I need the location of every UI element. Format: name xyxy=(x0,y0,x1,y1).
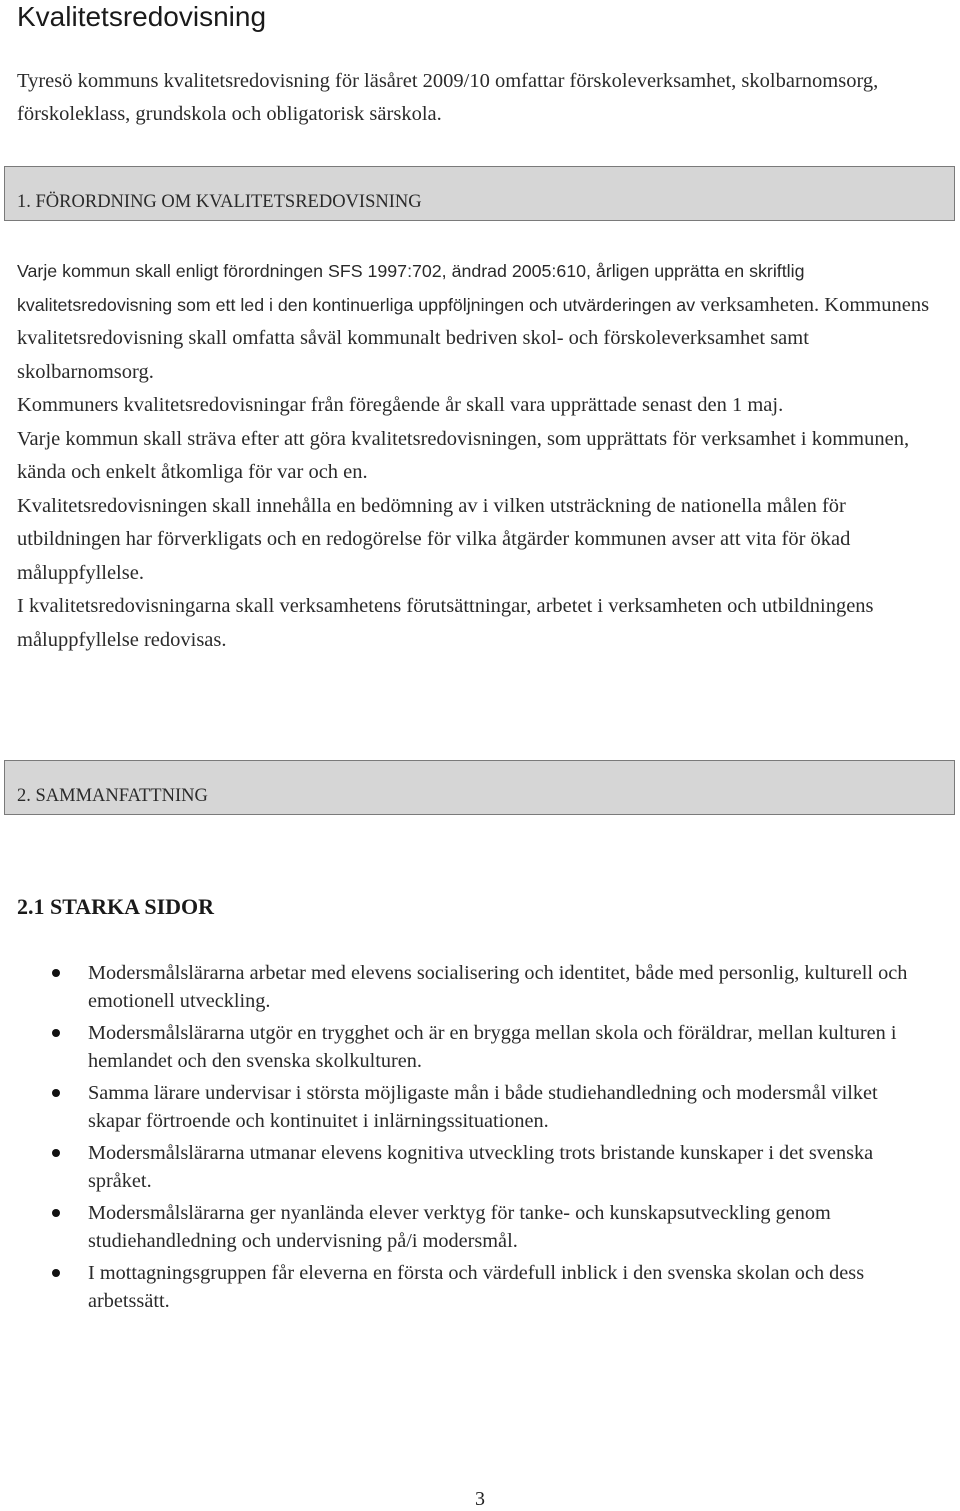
section-1-body xyxy=(17,255,939,657)
bullet-icon xyxy=(52,1029,60,1037)
paragraph-deadline: Kommuners kvalitetsredovisningar från föregående år skall vara upprättade senast den 1 maj. xyxy=(17,394,784,416)
list-item-text: I mottagningsgruppen får eleverna en första och värdefull inblick i den svenska skolan och dess arbetssätt. xyxy=(88,1262,865,1312)
bullet-icon xyxy=(52,1089,60,1097)
list-item-text: Modersmålslärarna utmanar elevens kognitiva utveckling trots bristande kunskaper i det svenska språket. xyxy=(88,1142,874,1192)
subheading-strengths: 2.1 STARKA SIDOR xyxy=(17,894,215,919)
list-item xyxy=(52,1199,932,1255)
paragraph-assessment: Kvalitetsredovisningen skall innehålla en bedömning av i vilken utsträckning de nationella målen för utbildningen har förverkligats och en redogörelse för vilka åtgärder kommunen avser att vita för ökad måluppfyllelse. xyxy=(17,494,851,584)
page-number: 3 xyxy=(475,1488,485,1510)
list-item xyxy=(52,959,932,1015)
paragraph-accessibility: Varje kommun skall sträva efter att göra kvalitetsredovisningen, som upprättats för verksamhet i kommunen, kända och enkelt åtkomliga för var och en. xyxy=(17,427,910,483)
list-item-text: Samma lärare undervisar i största möjligaste mån i både studiehandledning och modersmål vilket skapar förtroende och kontinuitet i inlärningssituationen. xyxy=(88,1082,878,1132)
paragraph-regulation xyxy=(17,255,939,389)
paragraph-reporting: I kvalitetsredovisningarna skall verksamhetens förutsättningar, arbetet i verksamheten och utbildningens måluppfyllelse redovisas. xyxy=(17,595,874,651)
list-item xyxy=(52,1139,932,1195)
list-item-text: Modersmålslärarna utgör en trygghet och är en brygga mellan skola och föräldrar, mellan kulturen i hemlandet och den svenska skolkulturen. xyxy=(88,1022,897,1072)
section-1-heading-box xyxy=(4,166,955,221)
list-item-text: Modersmålslärarna arbetar med elevens socialisering och identitet, både med personlig, kulturell och emotionell utveckling. xyxy=(88,962,908,1012)
intro-paragraph: Tyresö kommuns kvalitetsredovisning för läsåret 2009/10 omfattar förskoleverksamhet, skolbarnomsorg, förskoleklass, grundskola och obligatorisk särskola. xyxy=(17,70,879,125)
section-2-heading: 2. SAMMANFATTNING xyxy=(17,786,208,806)
list-item xyxy=(52,1079,932,1135)
list-item-text: Modersmålslärarna ger nyanlända elever verktyg för tanke- och kunskapsutveckling genom studiehandledning och undervisning på/i modersmål. xyxy=(88,1202,831,1252)
bullet-icon xyxy=(52,1269,60,1277)
paragraph-regulation-part-2: verksamheten. Kommunens kvalitetsredovisning skall omfatta såväl kommunalt bedriven skol- och förskoleverksamhet samt skolbarnomsorg. xyxy=(17,293,930,383)
list-item xyxy=(52,1259,932,1315)
paragraph-regulation-part-1: Varje kommun skall enligt förordningen SFS 1997:702, ändrad 2005:610, årligen upprätta en skriftlig kvalitetsredovisning som ett led i den kontinuerliga uppföljningen och utvärderingen av xyxy=(17,261,805,315)
section-1-heading: 1. FÖRORDNING OM KVALITETSREDOVISNING xyxy=(17,192,422,212)
list-item xyxy=(52,1019,932,1075)
section-2-heading-box xyxy=(4,760,955,815)
page-title: Kvalitetsredovisning xyxy=(17,1,267,32)
bullet-icon xyxy=(52,969,60,977)
bullet-icon xyxy=(52,1149,60,1157)
strengths-list xyxy=(52,959,932,1319)
bullet-icon xyxy=(52,1209,60,1217)
